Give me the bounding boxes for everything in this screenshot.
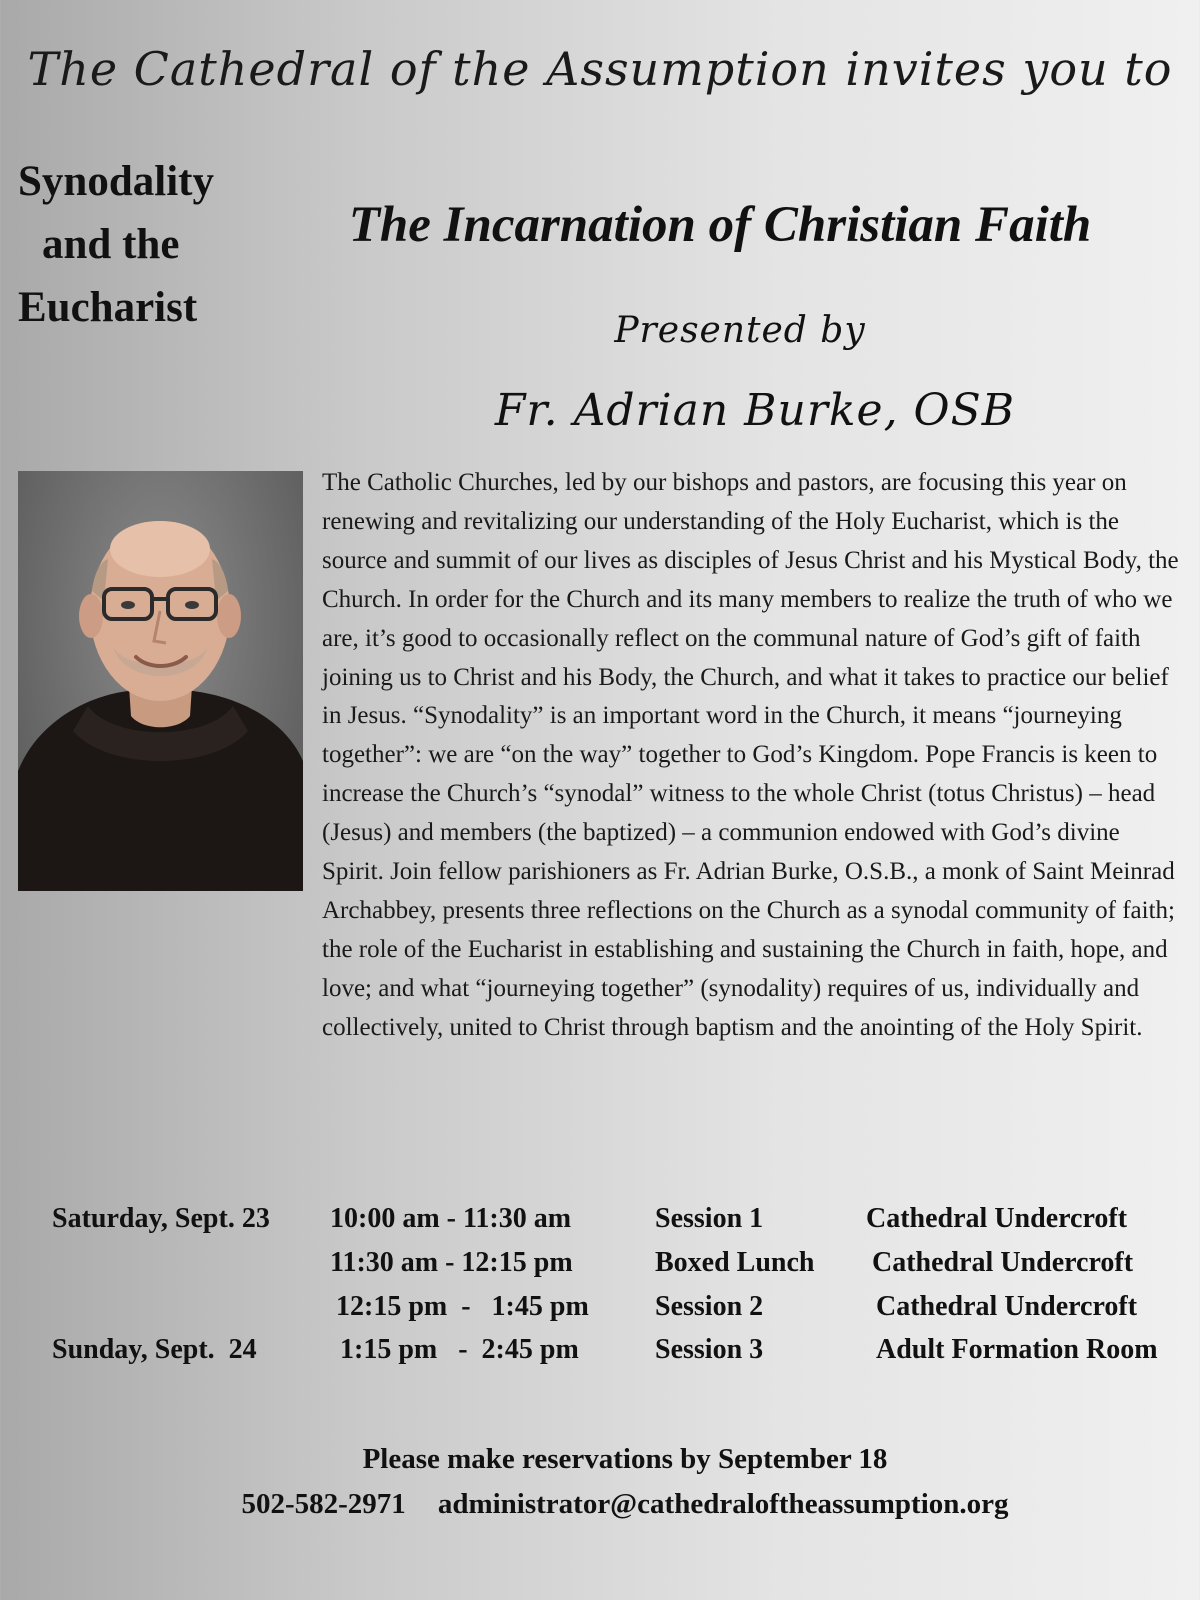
schedule-day: Saturday, Sept. 23	[52, 1203, 270, 1234]
schedule-day: Sunday, Sept. 24	[52, 1334, 257, 1365]
schedule-session: Session 1	[655, 1203, 764, 1234]
presented-by-label: Presented by	[614, 310, 866, 351]
schedule-row	[0, 1291, 1200, 1331]
schedule-time: 12:15 pm - 1:45 pm	[336, 1291, 589, 1322]
schedule-row	[0, 1247, 1200, 1287]
schedule-time: 11:30 am - 12:15 pm	[330, 1247, 573, 1278]
schedule-location: Cathedral Undercroft	[876, 1291, 1138, 1322]
event-description: The Catholic Churches, led by our bishops and pastors, are focusing this year on renewing and revitalizing our understanding of the Holy Eucharist, which is the source and summit of our lives as disciples of Jesus Christ and his Mystical Body, the Church. In order for the Church and its many members to realize the truth of who we are, it’s good to occasionally reflect on the communal nature of God’s gift of faith joining us to Christ and his Body, the Church, and what it takes to practice our belief in Jesus. “Synodality” is an important word in the Church, it means “journeying together”: we are “on the way” together to God’s Kingdom. Pope Francis is keen to increase the Church’s “synodal” witness to the whole Christ (totus Christus) – head (Jesus) and members (the baptized) – a communion endowed with God’s divine Spirit. Join fellow parishioners as Fr. Adrian Burke, O.S.B., a monk of Saint Meinrad Archabbey, presents three reflections on the Church as a synodal community of faith; the role of the Eucharist in establishing and sustaining the Church in faith, hope, and love; and what “journeying together” (synodality) requires of us, individually and collectively, united to Christ through baptism and the anointing of the Holy Spirit.	[322, 469, 1179, 1041]
presenter-portrait-icon	[18, 471, 303, 891]
contact-info	[0, 1488, 1200, 1521]
contact-phone: 502-582-2971	[241, 1488, 406, 1520]
presenter-photo	[18, 471, 303, 891]
series-title-line-3: Eucharist	[18, 284, 198, 331]
schedule-location: Cathedral Undercroft	[872, 1247, 1134, 1278]
schedule-time: 1:15 pm - 2:45 pm	[340, 1334, 579, 1365]
event-title: The Incarnation of Christian Faith	[348, 197, 1092, 253]
reservation-notice: Please make reservations by September 18	[362, 1443, 888, 1475]
series-title	[18, 150, 248, 339]
schedule-row	[0, 1334, 1200, 1374]
schedule-session: Session 3	[655, 1334, 764, 1365]
schedule-session: Session 2	[655, 1291, 764, 1322]
schedule-row	[0, 1203, 1200, 1243]
contact-email: administrator@cathedraloftheassumption.org	[437, 1488, 1009, 1520]
schedule-time: 10:00 am - 11:30 am	[330, 1203, 572, 1234]
series-title-line-1: Synodality	[18, 158, 214, 205]
schedule-location: Cathedral Undercroft	[866, 1203, 1128, 1234]
series-title-line-2: and the	[42, 221, 180, 268]
presenter-name: Fr. Adrian Burke, OSB	[494, 385, 1016, 436]
invitation-heading: The Cathedral of the Assumption invites you to	[27, 42, 1173, 96]
schedule-location: Adult Formation Room	[876, 1334, 1158, 1365]
schedule-session: Boxed Lunch	[655, 1247, 815, 1278]
